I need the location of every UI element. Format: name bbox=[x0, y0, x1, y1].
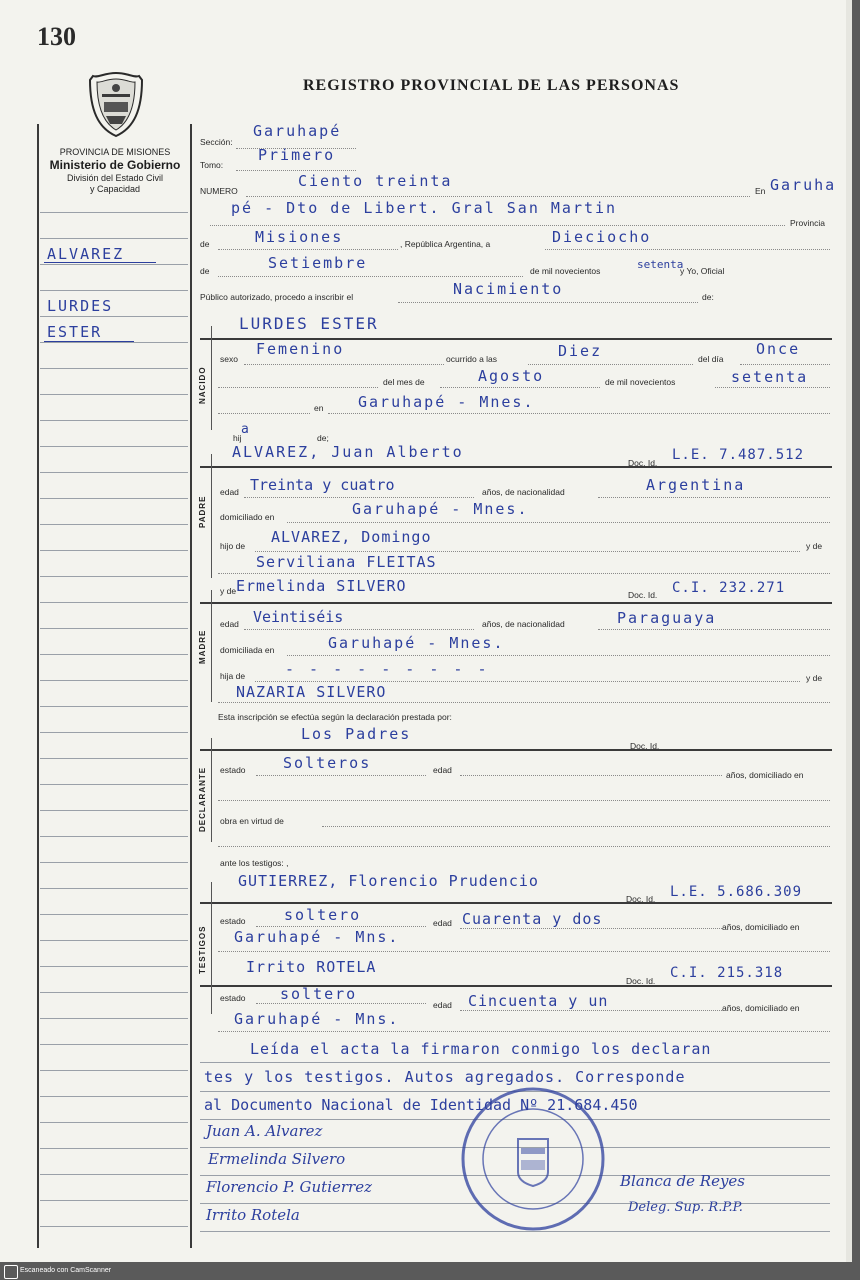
scanner-logo-icon bbox=[4, 1265, 18, 1279]
label-padre-y-de: y de bbox=[806, 541, 823, 551]
label-testigo2-doc: Doc. Id. bbox=[626, 976, 656, 986]
value-testigo1-estado: soltero bbox=[284, 906, 362, 924]
sidebar-given-underline bbox=[44, 341, 134, 342]
sidebar-given-name-1: LURDES bbox=[47, 297, 114, 315]
sidebar-ruled-line bbox=[40, 706, 188, 707]
value-declarante: Los Padres bbox=[301, 725, 412, 743]
label-ante-testigos: ante los testigos: , bbox=[220, 858, 289, 868]
scanner-watermark: Escaneado con CamScanner bbox=[20, 1267, 112, 1274]
sidebar-ruled-line bbox=[40, 1044, 188, 1045]
rule-madre bbox=[200, 602, 832, 604]
bracket-madre bbox=[211, 590, 212, 702]
sidebar-ruled-line bbox=[40, 940, 188, 941]
sidebar-ruled-line bbox=[40, 966, 188, 967]
label-tomo: Tomo: bbox=[200, 160, 224, 170]
sidebar-ruled-line bbox=[40, 602, 188, 603]
label-hij: hij bbox=[233, 433, 242, 443]
sidebar-ruled-line bbox=[40, 238, 188, 239]
closing-line-3: al Documento Nacional de Identidad Nº 21.684.450 bbox=[204, 1096, 638, 1114]
value-provincia: Misiones bbox=[255, 228, 344, 246]
label-de-semi: de; bbox=[317, 433, 329, 443]
section-label-declarante: DECLARANTE bbox=[198, 766, 207, 832]
rule-testigo-1 bbox=[200, 902, 832, 904]
label-de-2: de bbox=[200, 266, 210, 276]
label-del-mes: del mes de bbox=[383, 377, 425, 387]
sidebar-ruled-line bbox=[40, 784, 188, 785]
section-label-testigos: TESTIGOS bbox=[198, 925, 207, 974]
value-padre-hijo-de: ALVAREZ, Domingo bbox=[271, 528, 432, 546]
value-madre-doc: C.I. 232.271 bbox=[672, 580, 786, 596]
value-madre-madre: NAZARIA SILVERO bbox=[236, 683, 387, 701]
label-de-mil: de mil novecientos bbox=[530, 266, 601, 276]
sidebar-ministry: Ministerio de Gobierno bbox=[49, 158, 181, 172]
label-testigo1-estado: estado bbox=[220, 916, 246, 926]
sidebar-ruled-line bbox=[40, 1070, 188, 1071]
value-padre-madre: Serviliana FLEITAS bbox=[256, 553, 437, 571]
sidebar-province: PROVINCIA DE MISIONES bbox=[59, 147, 171, 157]
label-de-mil-nov: de mil novecientos bbox=[605, 377, 676, 387]
value-padre-edad: Treinta y cuatro bbox=[250, 476, 395, 494]
section-label-madre: MADRE bbox=[198, 629, 207, 664]
sidebar-ruled-line bbox=[40, 1148, 188, 1149]
signature-2: Ermelinda Silvero bbox=[208, 1150, 346, 1168]
label-declarante-doc: Doc. Id. bbox=[630, 741, 660, 751]
label-de-1: de bbox=[200, 239, 210, 249]
label-madre-dom: domiciliada en bbox=[220, 645, 275, 655]
label-padre-nac: años, de nacionalidad bbox=[482, 487, 565, 497]
sidebar-ruled-line bbox=[40, 654, 188, 655]
label-ocurrido: ocurrido a las bbox=[446, 354, 498, 364]
label-de-colon: de: bbox=[702, 292, 714, 302]
sidebar-ruled-line bbox=[40, 628, 188, 629]
label-obra: obra en virtud de bbox=[220, 816, 284, 826]
label-provincia: Provincia bbox=[790, 218, 825, 228]
value-numero: Ciento treinta bbox=[298, 172, 453, 190]
value-tomo: Primero bbox=[258, 146, 336, 164]
bracket-nacido bbox=[211, 326, 212, 430]
sidebar-ruled-line bbox=[40, 732, 188, 733]
sidebar-ruled-line bbox=[40, 810, 188, 811]
closing-line-1: Leída el acta la firmaron conmigo los declaran bbox=[250, 1040, 712, 1058]
page-number: 130 bbox=[37, 22, 76, 51]
label-testigo1-doc: Doc. Id. bbox=[626, 894, 656, 904]
section-label-padre: PADRE bbox=[198, 495, 207, 528]
official-stamp-icon bbox=[458, 1084, 608, 1234]
sidebar-ruled-line bbox=[40, 472, 188, 473]
sidebar-ruled-line bbox=[40, 316, 188, 317]
sidebar-ruled-line bbox=[40, 888, 188, 889]
value-lugar-nacimiento: Garuhapé - Mnes. bbox=[358, 393, 535, 411]
value-padre-dom: Garuhapé - Mnes. bbox=[352, 500, 529, 518]
sidebar-ruled-line bbox=[40, 992, 188, 993]
value-padre-doc: L.E. 7.487.512 bbox=[672, 447, 805, 463]
signature-3: Florencio P. Gutierrez bbox=[206, 1178, 372, 1196]
page-title: REGISTRO PROVINCIAL DE LAS PERSONAS bbox=[303, 77, 680, 94]
sidebar-given-name-2: ESTER bbox=[47, 323, 103, 341]
value-anio-letras: setenta bbox=[637, 258, 684, 271]
value-seccion: Garuhapé bbox=[253, 122, 342, 140]
value-testigo1-dom: Garuhapé - Mns. bbox=[234, 928, 400, 946]
value-testigo2-nombre: Irrito ROTELA bbox=[246, 958, 377, 976]
sidebar-division-2: y Capacidad bbox=[89, 184, 141, 194]
value-madre-hija-de: - - - - - - - - - bbox=[285, 660, 490, 678]
value-acto: Nacimiento bbox=[453, 280, 564, 298]
signature-4: Irrito Rotela bbox=[206, 1206, 300, 1224]
value-madre-nac: Paraguaya bbox=[617, 609, 717, 627]
sidebar-ruled-line bbox=[40, 212, 188, 213]
label-declarante-edad: edad bbox=[433, 765, 452, 775]
bracket-padre bbox=[211, 454, 212, 578]
section-label-nacido: NACIDO bbox=[198, 366, 207, 404]
label-testigo2-estado: estado bbox=[220, 993, 246, 1003]
sidebar-surname-underline bbox=[44, 262, 156, 263]
sidebar-ruled-line bbox=[40, 1018, 188, 1019]
value-mes: Setiembre bbox=[268, 254, 368, 272]
sidebar-divider bbox=[190, 124, 192, 1248]
label-madre-hija-de: hija de bbox=[220, 671, 246, 681]
sidebar-ruled-line bbox=[40, 862, 188, 863]
label-testigo1-edad: edad bbox=[433, 918, 452, 928]
label-testigo1-domicilio: años, domiciliado en bbox=[722, 922, 800, 932]
value-madre-edad: Veintiséis bbox=[253, 608, 344, 626]
value-declarante-estado: Solteros bbox=[283, 754, 372, 772]
sidebar-ruled-line bbox=[40, 446, 188, 447]
value-nombre: LURDES ESTER bbox=[239, 314, 379, 333]
sidebar-ruled-line bbox=[40, 524, 188, 525]
value-sexo: Femenino bbox=[256, 340, 345, 358]
label-sexo: sexo bbox=[220, 354, 238, 364]
value-dia-letras: Dieciocho bbox=[552, 228, 652, 246]
value-testigo2-dom: Garuhapé - Mns. bbox=[234, 1010, 400, 1028]
label-y-oficial: y Yo, Oficial bbox=[680, 266, 725, 276]
label-declarante-estado: estado bbox=[220, 765, 246, 775]
label-inscripcion: Esta inscripción se efectúa según la declaración prestada por: bbox=[218, 712, 452, 722]
sidebar-ruled-line bbox=[40, 576, 188, 577]
coat-of-arms-icon bbox=[84, 70, 148, 140]
signature-6: Deleg. Sup. R.P.P. bbox=[628, 1200, 743, 1215]
rule-padre bbox=[200, 466, 832, 468]
label-publico: Público autorizado, procedo a inscribir el bbox=[200, 292, 354, 302]
sidebar-ruled-line bbox=[40, 1174, 188, 1175]
value-lugar-2: pé - Dto de Libert. Gral San Martin bbox=[231, 199, 618, 217]
label-madre-edad: edad bbox=[220, 619, 239, 629]
value-anio-nacimiento: setenta bbox=[731, 368, 809, 386]
value-padre-nac: Argentina bbox=[646, 476, 746, 494]
sidebar-ruled-line bbox=[40, 420, 188, 421]
value-testigo1-doc: L.E. 5.686.309 bbox=[670, 884, 803, 900]
label-testigo2-domicilio: años, domiciliado en bbox=[722, 1003, 800, 1013]
sidebar-ruled-line bbox=[40, 498, 188, 499]
sidebar-division-1: División del Estado Civil bbox=[66, 173, 164, 183]
sidebar-ruled-line bbox=[40, 1200, 188, 1201]
label-del-dia: del día bbox=[698, 354, 724, 364]
label-testigo2-edad: edad bbox=[433, 1000, 452, 1010]
sidebar-ruled-line bbox=[40, 342, 188, 343]
value-hora: Diez bbox=[558, 342, 603, 360]
sidebar-ruled-line bbox=[40, 1122, 188, 1123]
label-en: En bbox=[755, 186, 766, 196]
closing-line-2: tes y los testigos. Autos agregados. Corresponde bbox=[204, 1068, 686, 1086]
sidebar-ruled-line bbox=[40, 394, 188, 395]
value-padre-nombre: ALVAREZ, Juan Alberto bbox=[232, 443, 464, 461]
value-testigo2-estado: soltero bbox=[280, 985, 358, 1003]
label-madre-nac: años, de nacionalidad bbox=[482, 619, 565, 629]
sidebar-ruled-line bbox=[40, 550, 188, 551]
sidebar-ruled-line bbox=[40, 290, 188, 291]
label-seccion: Sección: bbox=[200, 137, 233, 147]
value-testigo1-nombre: GUTIERREZ, Florencio Prudencio bbox=[238, 872, 539, 890]
sidebar-ruled-line bbox=[40, 914, 188, 915]
value-en-lugar: Garuha bbox=[770, 176, 837, 194]
sidebar-ruled-line bbox=[40, 680, 188, 681]
value-dia: Once bbox=[756, 340, 801, 358]
label-republica: , República Argentina, a bbox=[400, 239, 491, 249]
sidebar-ruled-line bbox=[40, 1226, 188, 1227]
sidebar-ruled-line bbox=[40, 836, 188, 837]
sidebar-surname: ALVAREZ bbox=[47, 245, 125, 263]
bracket-testigos bbox=[211, 882, 212, 1014]
value-madre-dom: Garuhapé - Mnes. bbox=[328, 634, 505, 652]
signature-1: Juan A. Alvarez bbox=[206, 1122, 323, 1140]
bracket-declarante bbox=[211, 738, 212, 842]
value-mes-nacimiento: Agosto bbox=[478, 367, 545, 385]
label-padre-dom: domiciliado en bbox=[220, 512, 275, 522]
label-padre-doc: Doc. Id. bbox=[628, 458, 658, 468]
label-madre-doc: Doc. Id. bbox=[628, 590, 658, 600]
label-declarante-domicilio: años, domiciliado en bbox=[726, 770, 804, 780]
sidebar-ruled-line bbox=[40, 1096, 188, 1097]
label-padre-hijo-de: hijo de bbox=[220, 541, 246, 551]
value-hij-suffix: a bbox=[241, 422, 251, 437]
label-en-lugar: en bbox=[314, 403, 324, 413]
value-testigo2-edad: Cincuenta y un bbox=[468, 992, 609, 1010]
label-numero: NUMERO bbox=[200, 186, 238, 196]
page-right-edge bbox=[846, 0, 852, 1262]
label-padre-edad: edad bbox=[220, 487, 239, 497]
value-testigo1-edad: Cuarenta y dos bbox=[462, 910, 603, 928]
value-madre-nombre: Ermelinda SILVERO bbox=[236, 577, 407, 595]
sidebar-ruled-line bbox=[40, 264, 188, 265]
sidebar-ruled-line bbox=[40, 758, 188, 759]
left-margin-rule bbox=[37, 124, 39, 1248]
value-testigo2-doc: C.I. 215.318 bbox=[670, 965, 784, 981]
sidebar-ruled-line bbox=[40, 368, 188, 369]
label-madre-y-de: y de bbox=[806, 673, 823, 683]
signature-5: Blanca de Reyes bbox=[620, 1172, 746, 1190]
label-madre-y-de: y de bbox=[220, 586, 237, 596]
rule-declarante bbox=[200, 749, 832, 751]
